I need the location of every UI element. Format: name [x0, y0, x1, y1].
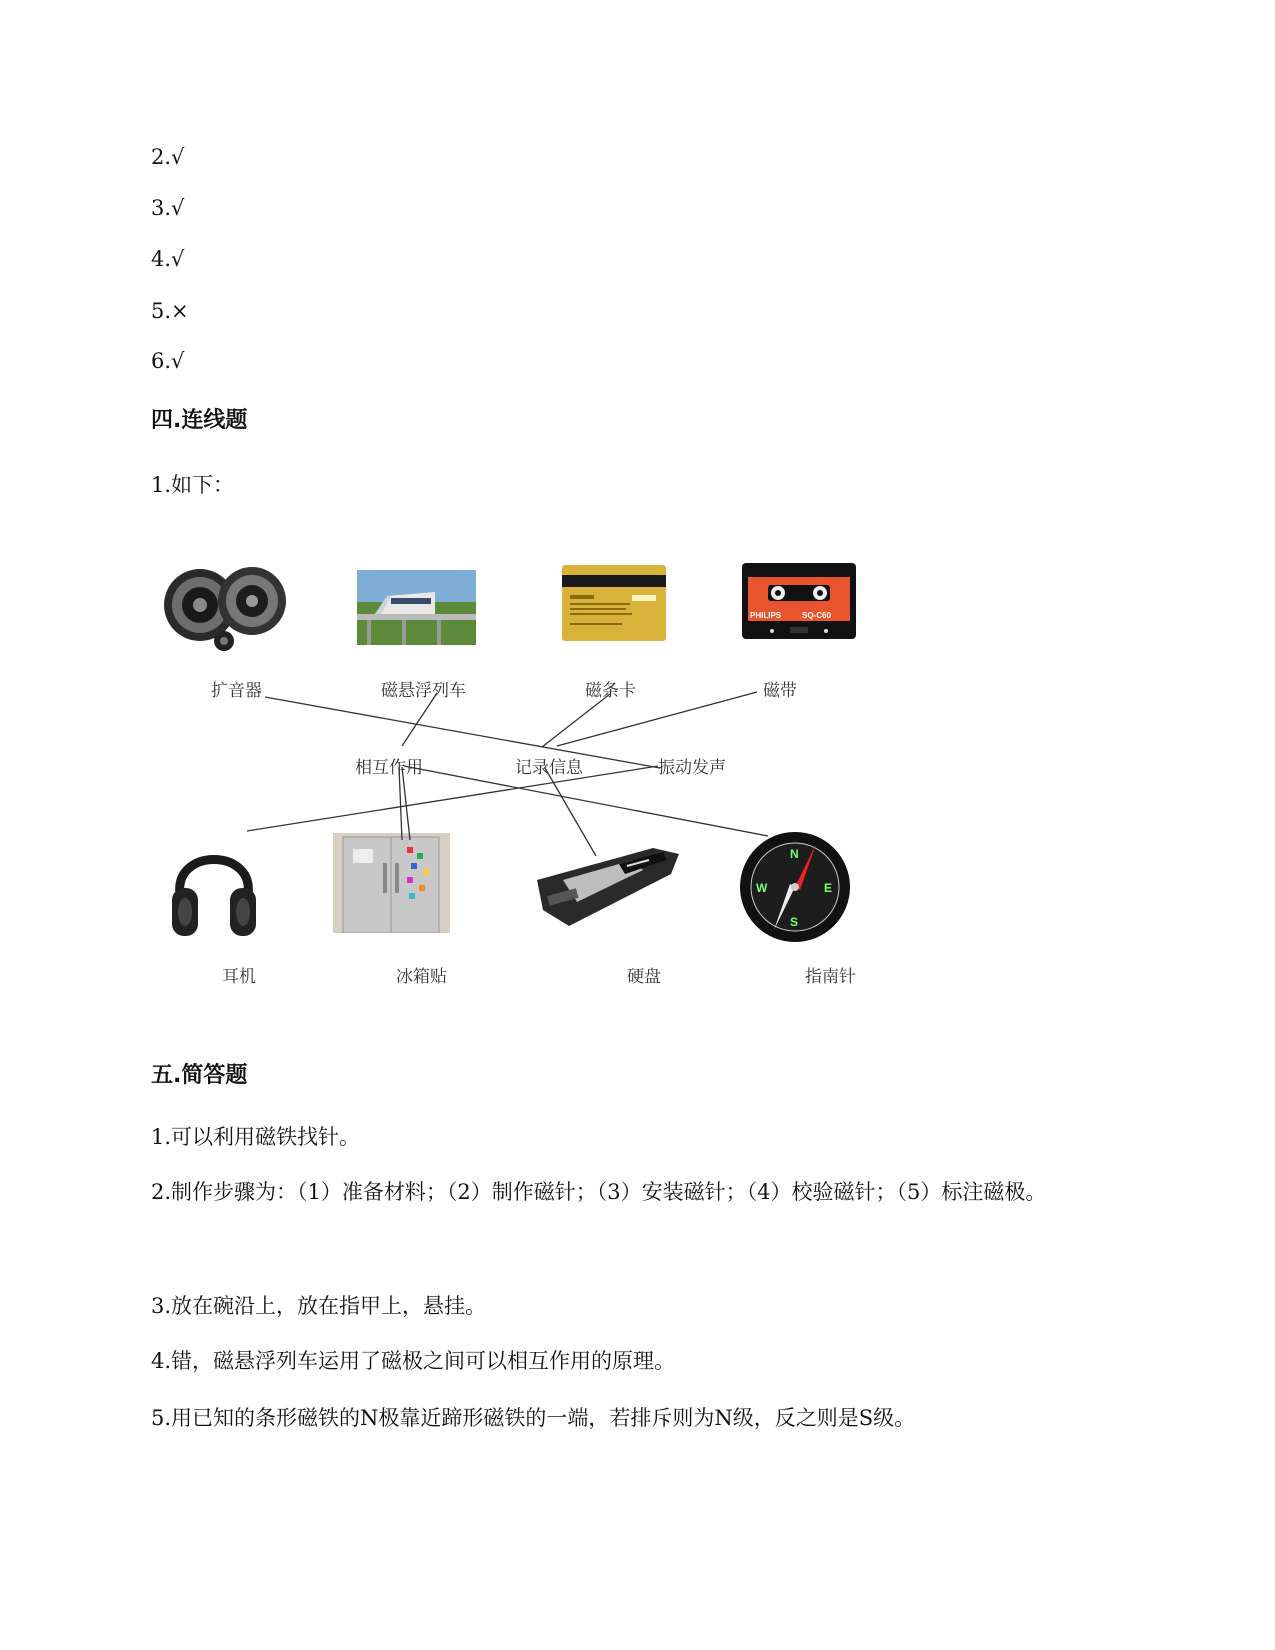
line-compass-interaction	[404, 766, 768, 836]
tf-answer-2: 2.√	[151, 145, 185, 169]
label-cassette-tape: 磁带	[763, 681, 797, 701]
label-headphones: 耳机	[222, 967, 256, 987]
section5-title: 五.简答题	[151, 1063, 248, 1088]
cassette-model: SQ-C60	[802, 611, 831, 620]
section5-answer-3: 3.放在碗沿上，放在指甲上，悬挂。	[151, 1294, 487, 1318]
section4-title: 四.连线题	[151, 408, 248, 433]
tf-answer-5: 5.×	[151, 299, 189, 323]
label-loudspeaker: 扩音器	[211, 681, 262, 701]
line-card-record	[542, 694, 610, 747]
cassette-brand: PHILIPS	[750, 611, 782, 620]
line-fridge-interaction-b	[402, 767, 410, 840]
line-speaker-vibration	[265, 697, 660, 768]
label-interaction: 相互作用	[355, 758, 423, 778]
label-vibration-sound: 振动发声	[658, 758, 726, 778]
svg-text:S: S	[790, 915, 799, 929]
section5-answer-1: 1.可以利用磁铁找针。	[151, 1125, 361, 1149]
line-fridge-interaction-a	[399, 767, 402, 840]
section5-answer-2: 2.制作步骤为：（1）准备材料；（2）制作磁针；（3）安装磁针；（4）校验磁针；（5）标注磁极。	[151, 1180, 1047, 1204]
label-record-info: 记录信息	[515, 758, 583, 778]
line-maglev-interaction	[402, 693, 437, 746]
tf-answer-4: 4.√	[151, 247, 185, 271]
section5-answer-4: 4.错，磁悬浮列车运用了磁极之间可以相互作用的原理。	[151, 1349, 676, 1373]
label-magnetic-card: 磁条卡	[585, 681, 636, 701]
tf-answer-3: 3.√	[151, 196, 185, 220]
line-harddisk-record	[545, 768, 596, 856]
label-compass: 指南针	[805, 967, 856, 987]
label-hard-disk: 硬盘	[627, 967, 661, 987]
label-fridge-magnet: 冰箱贴	[396, 967, 447, 987]
svg-text:N: N	[790, 847, 799, 861]
svg-text:W: W	[756, 881, 768, 895]
svg-text:E: E	[824, 881, 833, 895]
line-tape-record	[557, 692, 757, 746]
tf-answer-6: 6.√	[151, 349, 185, 373]
section5-answer-5: 5.用已知的条形磁铁的N极靠近蹄形磁铁的一端，若排斥则为N级，反之则是S级。	[151, 1406, 916, 1430]
label-maglev-train: 磁悬浮列车	[381, 681, 466, 701]
section4-q1: 1.如下：	[151, 473, 235, 497]
